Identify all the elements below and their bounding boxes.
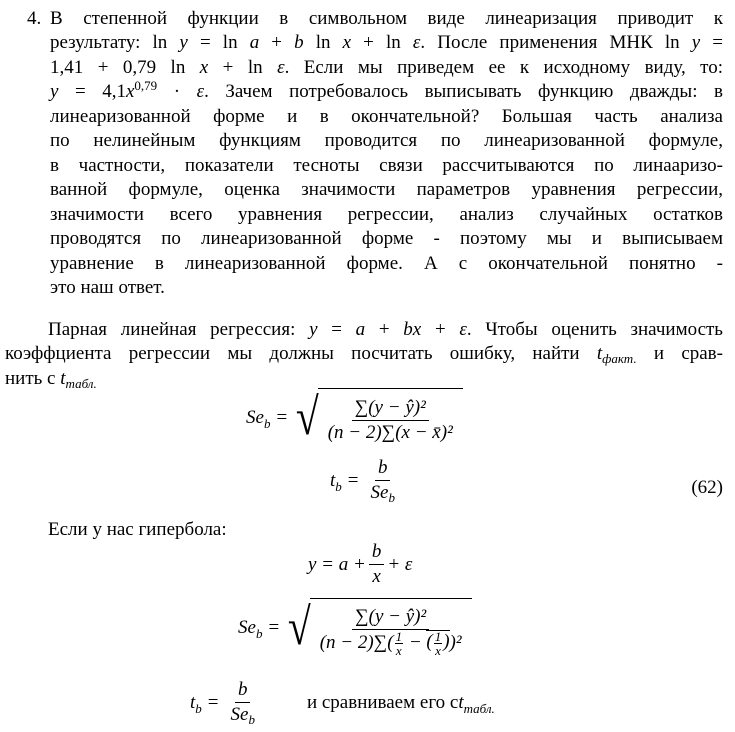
text-line (50, 177, 723, 202)
den-part: )² (449, 631, 462, 653)
frac-num: 1 (395, 628, 403, 644)
math-symbol: a (249, 32, 260, 53)
text-line (50, 202, 723, 227)
math-symbol: x (199, 57, 209, 78)
math-symbol: bx (403, 319, 422, 340)
se-sub: b (263, 416, 271, 431)
math-symbol: y (691, 32, 701, 53)
formula-t-b-hyperbola (190, 678, 495, 727)
se-sub: b (255, 626, 263, 641)
numerator: ∑(y − ŷ)² (352, 605, 429, 630)
text-run: Парная линейная регрессия: (48, 319, 310, 340)
formula-hyperbola-model (308, 540, 412, 589)
math-symbol: y (50, 81, 59, 102)
sqrt (293, 388, 463, 448)
overline-mean: ( $\frac{1}{x}$ ) (426, 628, 450, 658)
text-run: проводятся по линеаризованной форме - поэтому мы и выписываем (50, 228, 723, 249)
denominator (317, 630, 465, 657)
math-symbol: y (309, 319, 318, 340)
compare-t: t (458, 691, 464, 713)
math-symbol: y (179, 32, 188, 53)
frac-num: 1 (434, 628, 442, 644)
list-item-number: 4. (27, 8, 42, 29)
text-line (50, 153, 723, 178)
text-run: . Если мы приведем ее к исходному виду, то: (284, 57, 724, 78)
math-symbol: x (125, 81, 135, 102)
equals: = (268, 617, 280, 638)
text-run: = (700, 32, 724, 53)
denominator: Se (230, 704, 249, 725)
numerator: b (375, 456, 391, 481)
text-line (48, 317, 723, 342)
t-sub: b (195, 700, 202, 716)
text-run: табл. (65, 376, 97, 391)
text-run: 0,79 (134, 78, 158, 93)
frac-den: x (435, 642, 441, 658)
math-symbol: t (596, 343, 603, 364)
math-symbol: b (294, 32, 304, 53)
text-run: и срав- (636, 343, 723, 364)
denominator: (n − 2)∑(x − x̄)² (327, 422, 453, 443)
equals: = (207, 691, 219, 713)
radical-sign: √ (296, 389, 319, 446)
text-run: В степенной функции в символьном виде линеаризация приводит к (50, 8, 723, 29)
text-line (50, 128, 723, 153)
text-run: уравнение в линеаризованной форме. А с окончательной понятно - (50, 253, 723, 274)
se-lhs: Se (238, 617, 256, 638)
text-run: + (365, 319, 404, 340)
formula-t-b-linear (330, 456, 401, 505)
equation-number: (62) (691, 477, 723, 498)
text-line (50, 226, 723, 251)
text-run: линеаризованной форме и в окончательной? Большая часть анализа (50, 106, 723, 127)
formula-se-b-hyperbola (238, 598, 472, 658)
text-run: факт. (602, 351, 637, 366)
math-symbol: ε (196, 81, 205, 102)
numerator: ∑(y − ŷ)² (352, 396, 429, 421)
denominator: Se (370, 482, 389, 503)
math-symbol: ε (459, 319, 467, 340)
sqrt (285, 598, 471, 658)
text-run: ванной формуле, оценка значимости параметров уравнения регрессии, (50, 179, 723, 200)
model-lhs: y = a + (308, 553, 366, 575)
text-run: = 4,1 (58, 81, 126, 102)
denominator-sub: b (388, 490, 395, 505)
text-line (50, 55, 723, 80)
text-run: по нелинейным функциям проводится по линеаризованной формуле, (50, 130, 723, 151)
text-line (50, 30, 723, 55)
t-sub: b (335, 478, 342, 494)
math-symbol: x (342, 32, 352, 53)
minus: − (404, 631, 427, 653)
denominator: x (372, 566, 381, 587)
den-part: (n − 2)∑( (319, 631, 394, 653)
frac-den: x (395, 642, 402, 658)
text-run: · (157, 81, 197, 102)
numerator: b (235, 678, 251, 703)
text-run: результату: ln (50, 32, 180, 53)
text-run: = (317, 319, 356, 340)
text-run: + (259, 32, 295, 53)
text-line (50, 251, 723, 276)
text-line (50, 79, 723, 104)
text-line (50, 104, 723, 129)
t-lhs: t (330, 469, 336, 491)
numerator: b (369, 540, 385, 565)
text-run: 1,41 + 0,79 ln (50, 57, 200, 78)
radical-sign: √ (288, 599, 311, 656)
text-run: . Зачем потребовалось выписывать функцию дважды: в (204, 81, 723, 102)
text-run: + ln (351, 32, 413, 53)
text-run: + (421, 319, 460, 340)
text-run: нить с (5, 368, 61, 389)
text-run: коэффциента регрессии мы должны посчитать ошибку, найти (5, 343, 597, 364)
text-run: значимости всего уравнения регрессии, анализ случайных остатков (50, 204, 723, 225)
text-run: = ln (187, 32, 250, 53)
model-rhs: + ε (387, 553, 413, 575)
text-line (50, 6, 723, 31)
se-lhs: Se (246, 407, 264, 428)
math-symbol: ε (277, 57, 285, 78)
text-run: . После применения МНК ln (420, 32, 692, 53)
math-symbol: t (60, 368, 66, 389)
denominator-sub: b (248, 712, 255, 727)
math-symbol: a (355, 319, 366, 340)
compare-sub: табл. (463, 700, 495, 716)
formula-se-b-linear (246, 388, 463, 448)
math-symbol: ε (412, 32, 421, 53)
text-run: . Чтобы оценить значимость (466, 319, 723, 340)
text-run: ln (303, 32, 343, 53)
equals: = (276, 407, 288, 428)
hyperbola-intro: Если у нас гипербола: (48, 519, 227, 540)
t-lhs: t (190, 691, 196, 713)
text-run: это наш ответ. (50, 277, 165, 298)
equals: = (347, 469, 359, 491)
text-line (5, 341, 723, 366)
text-run: + ln (208, 57, 278, 78)
text-line (50, 275, 723, 300)
compare-text: и сравниваем его с (306, 691, 459, 713)
text-run: в частности, показатели тесноты связи рассчитываются по линааризо- (50, 155, 723, 176)
